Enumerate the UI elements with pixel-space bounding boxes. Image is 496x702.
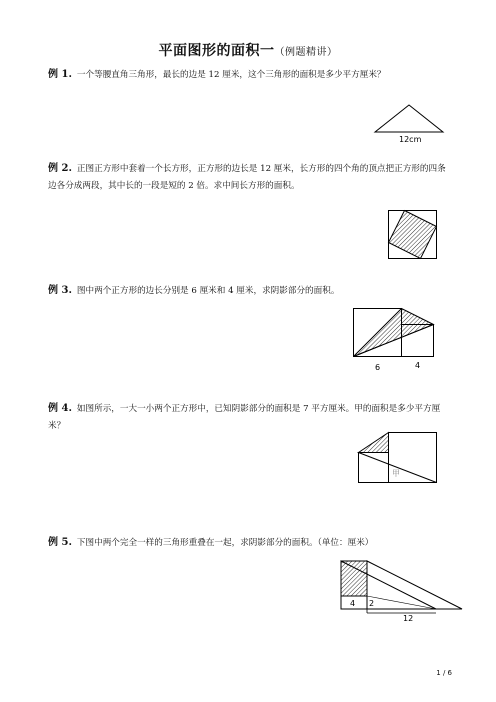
example-2 bbox=[48, 160, 453, 195]
example-5-label: 例 5. bbox=[48, 537, 72, 548]
example-1-text: 一个等腰直角三角形，最长的边是 12 厘米，这个三角形的面积是多少平方厘米？ bbox=[76, 70, 386, 80]
isosceles-right-triangle bbox=[375, 105, 443, 132]
example-4-figure bbox=[358, 432, 438, 484]
example-1 bbox=[48, 66, 453, 84]
example-1-label-12cm: 12cm bbox=[399, 135, 422, 144]
page-title-main: 平面图形的面积一 bbox=[158, 43, 275, 59]
example-1-figure bbox=[370, 100, 450, 148]
example-3-text: 图中两个正方形的边长分别是 6 厘米和 4 厘米，求阴影部分的面积。 bbox=[76, 286, 340, 296]
example-4-label-jia: 甲 bbox=[392, 469, 400, 478]
example-3-label-4: 4 bbox=[415, 361, 421, 370]
example-2-label: 例 2. bbox=[48, 163, 72, 174]
triangle-front bbox=[367, 561, 462, 609]
shaded-triangle bbox=[354, 309, 434, 357]
shaded-triangle bbox=[359, 433, 389, 453]
shaded-region bbox=[341, 561, 367, 596]
example-5-text: 下图中两个完全一样的三角形重叠在一起，求阴影部分的面积。（单位：厘米） bbox=[76, 538, 374, 548]
example-3-figure bbox=[353, 308, 443, 378]
small-square bbox=[359, 453, 389, 483]
page-number: 1 / 6 bbox=[436, 669, 452, 677]
example-5-label-12: 12 bbox=[403, 614, 414, 623]
example-3 bbox=[48, 282, 453, 300]
example-2-figure bbox=[388, 210, 438, 260]
example-2-text: 正图正方形中套着一个长方形，正方形的边长是 12 厘米，长方形的四个角的顶点把正方形的四条边各分成两段，其中长的一段是短的 2 倍。求中间长方形的面积。 bbox=[48, 164, 446, 191]
inner-rectangle-shaded bbox=[389, 211, 437, 259]
page-title bbox=[0, 40, 496, 60]
example-5-label-4: 4 bbox=[350, 599, 356, 608]
example-4 bbox=[48, 400, 453, 435]
example-5-figure bbox=[340, 560, 465, 622]
example-4-label: 例 4. bbox=[48, 403, 72, 414]
example-5-label-2: 2 bbox=[369, 599, 375, 608]
example-4-text: 如图所示，一大一小两个正方形中，已知阴影部分的面积是 7 平方厘米。甲的面积是多少平方厘米？ bbox=[48, 404, 441, 431]
example-1-label: 例 1. bbox=[48, 69, 72, 80]
page-title-sub: （例题精讲） bbox=[274, 47, 338, 58]
example-5 bbox=[48, 534, 453, 552]
example-3-label-6: 6 bbox=[375, 363, 381, 372]
example-3-label: 例 3. bbox=[48, 285, 72, 296]
